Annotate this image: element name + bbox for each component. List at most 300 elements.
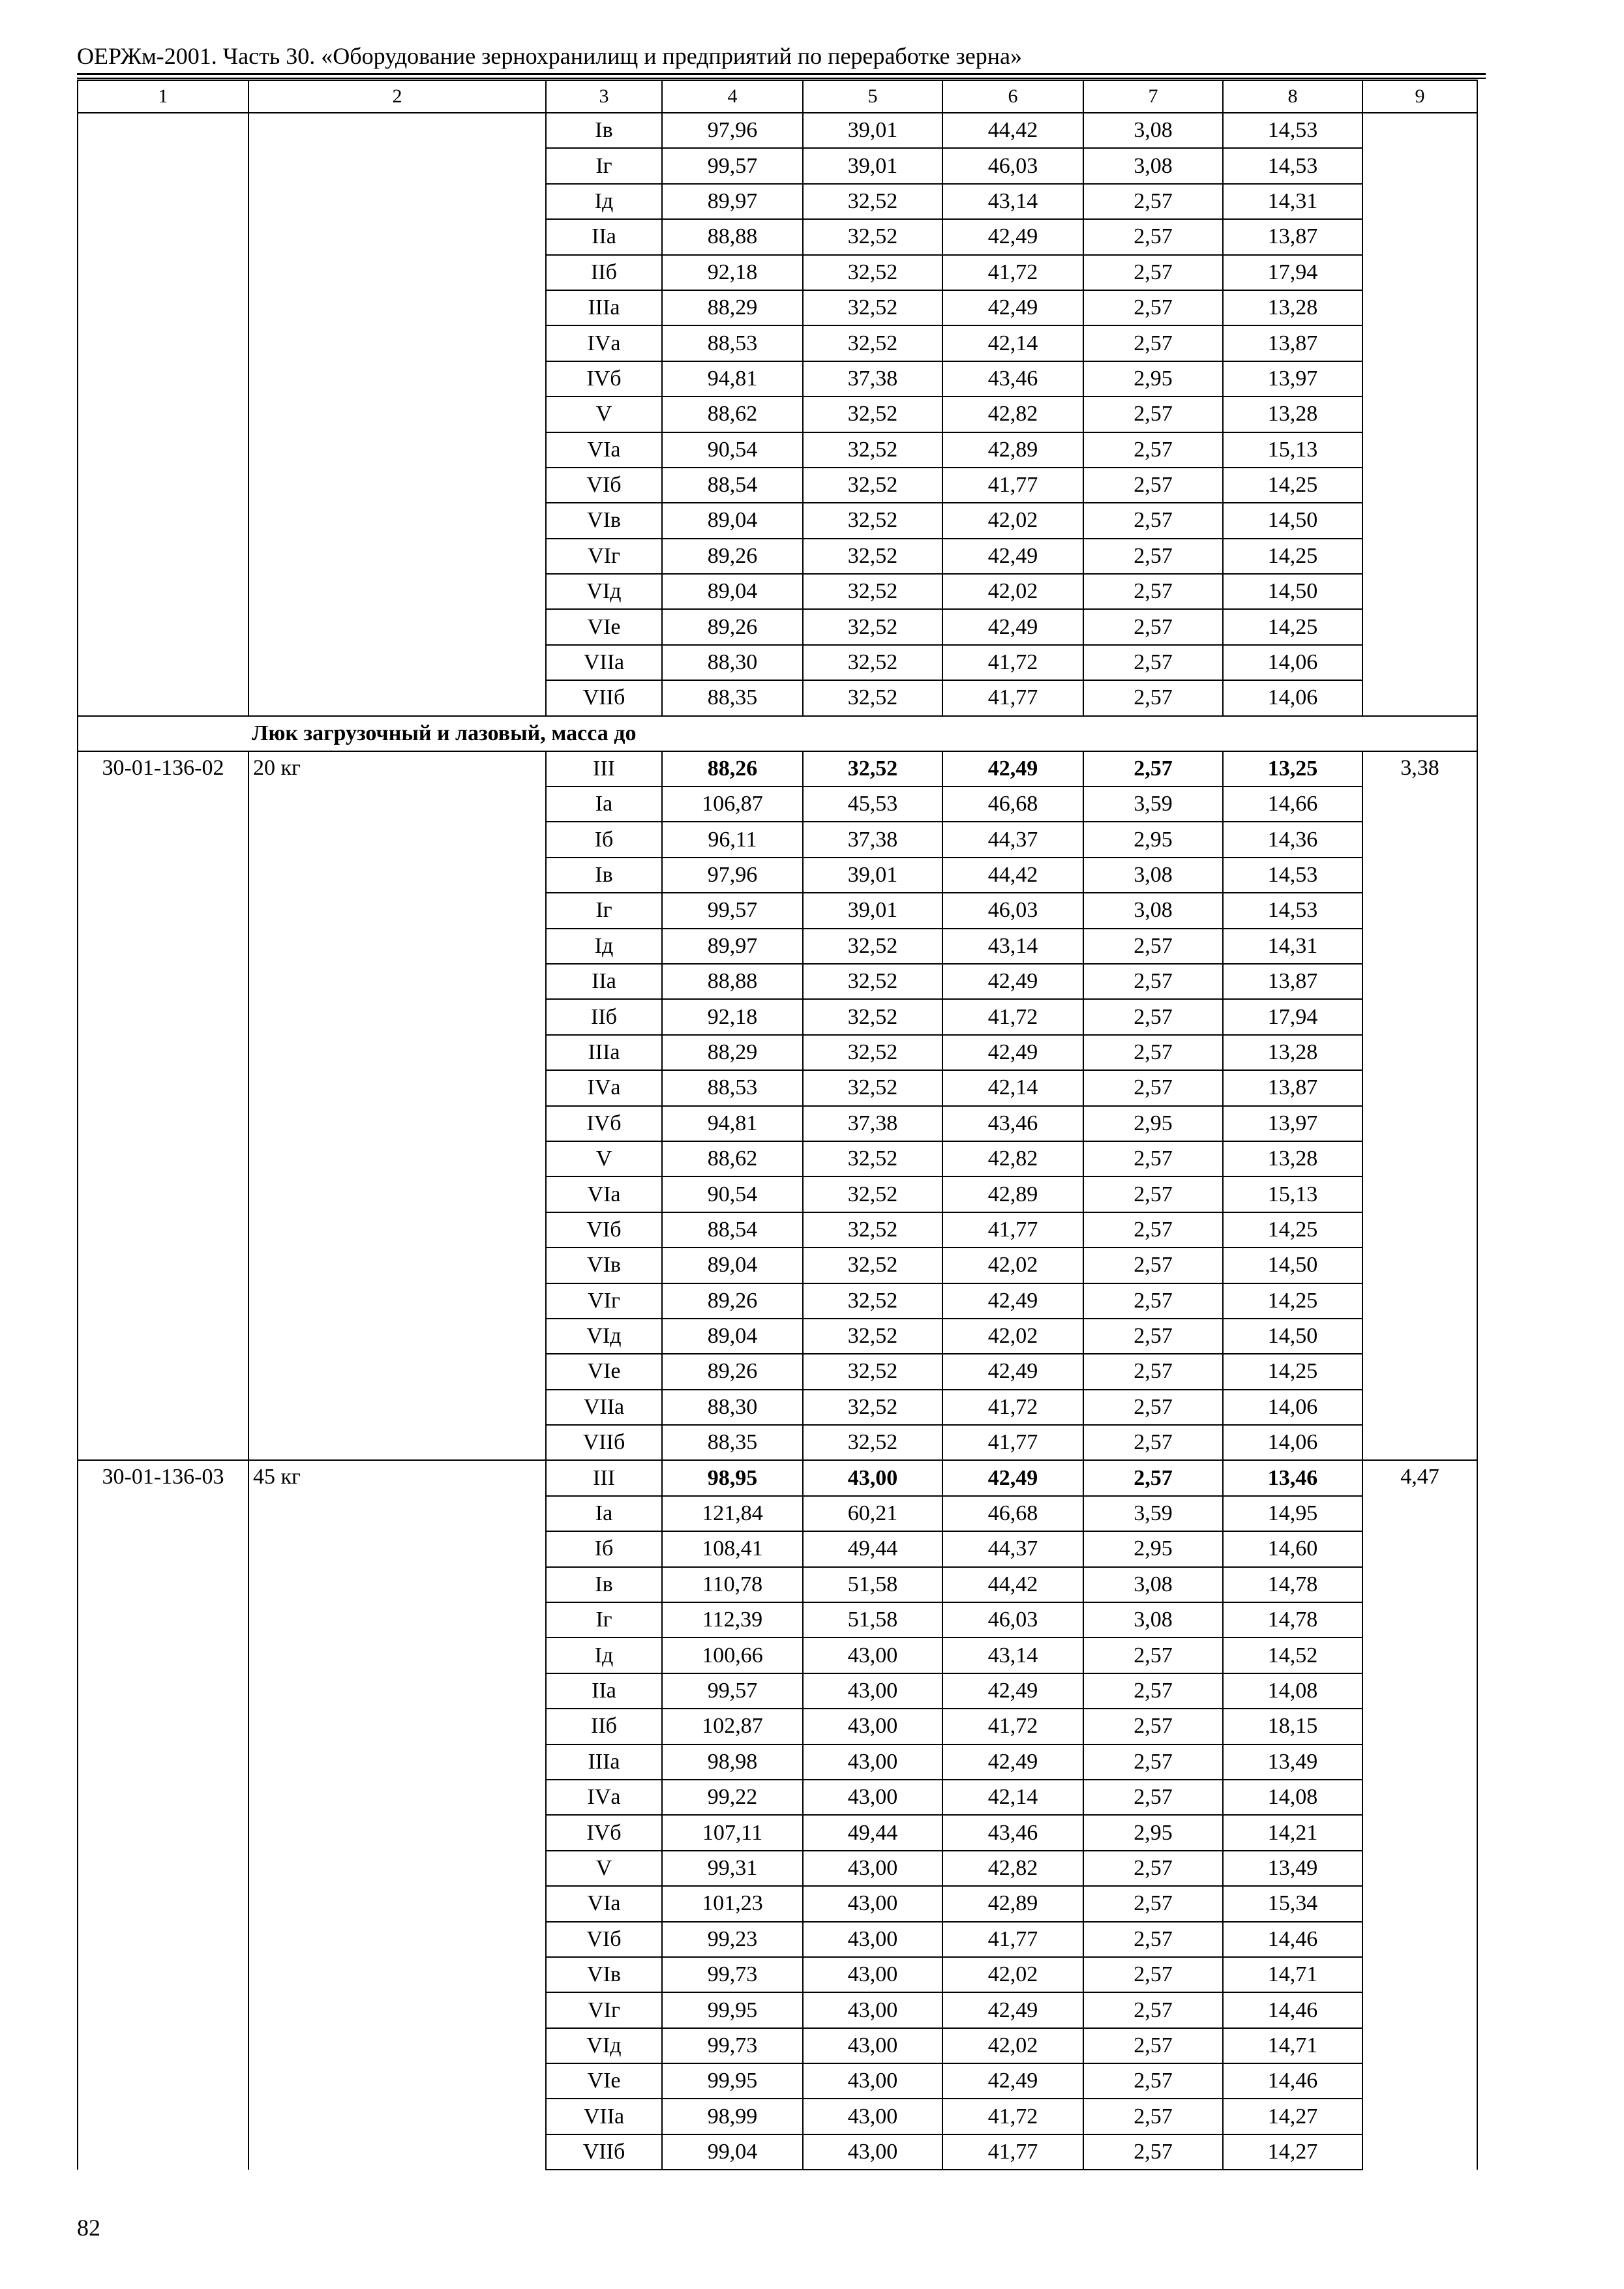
value-cell: 13,97 bbox=[1223, 1106, 1362, 1141]
value-cell: 41,72 bbox=[942, 2099, 1083, 2134]
value-cell: 99,04 bbox=[662, 2134, 803, 2170]
value-cell: 2,57 bbox=[1083, 539, 1223, 574]
value-cell: 39,01 bbox=[803, 148, 942, 183]
value-cell: 42,49 bbox=[942, 1673, 1083, 1709]
value-cell: 2,57 bbox=[1083, 1354, 1223, 1389]
value-cell: 41,72 bbox=[942, 999, 1083, 1034]
value-cell: 2,57 bbox=[1083, 1886, 1223, 1921]
value-cell: 43,00 bbox=[803, 1957, 942, 1992]
value-cell: 13,28 bbox=[1223, 1035, 1362, 1070]
value-cell: 13,46 bbox=[1223, 1460, 1362, 1495]
value-cell: 88,88 bbox=[662, 219, 803, 254]
resource-class-cell: VIIа bbox=[546, 1390, 662, 1425]
value-cell: 42,49 bbox=[942, 1460, 1083, 1495]
value-cell: 89,04 bbox=[662, 574, 803, 609]
value-cell: 41,72 bbox=[942, 1390, 1083, 1425]
value-cell: 2,57 bbox=[1083, 468, 1223, 503]
value-cell: 42,02 bbox=[942, 1957, 1083, 1992]
value-cell: 32,52 bbox=[803, 1212, 942, 1248]
code-cell: 30-01-136-03 bbox=[78, 1460, 248, 2170]
value-cell: 41,72 bbox=[942, 255, 1083, 290]
value-cell: 14,71 bbox=[1223, 2028, 1362, 2063]
value-cell: 2,57 bbox=[1083, 964, 1223, 999]
value-cell: 32,52 bbox=[803, 1070, 942, 1105]
value-cell: 14,31 bbox=[1223, 929, 1362, 964]
column-number-row bbox=[78, 80, 1477, 113]
value-cell: 43,00 bbox=[803, 2028, 942, 2063]
name-cell: 45 кг bbox=[248, 1460, 546, 2170]
value-cell: 89,04 bbox=[662, 1319, 803, 1354]
value-cell: 89,04 bbox=[662, 503, 803, 538]
resource-class-cell: IVб bbox=[546, 1815, 662, 1850]
value-cell: 37,38 bbox=[803, 361, 942, 396]
resource-class-cell: VIб bbox=[546, 1212, 662, 1248]
value-cell: 2,57 bbox=[1083, 325, 1223, 361]
value-cell: 94,81 bbox=[662, 361, 803, 396]
value-cell: 14,08 bbox=[1223, 1780, 1362, 1815]
value-cell: 110,78 bbox=[662, 1567, 803, 1602]
value-cell: 2,57 bbox=[1083, 645, 1223, 680]
value-cell: 13,87 bbox=[1223, 964, 1362, 999]
value-cell: 2,57 bbox=[1083, 2134, 1223, 2170]
value-cell: 14,25 bbox=[1223, 1354, 1362, 1389]
value-cell: 39,01 bbox=[803, 893, 942, 928]
value-cell: 32,52 bbox=[803, 645, 942, 680]
value-cell: 41,77 bbox=[942, 2134, 1083, 2170]
value-cell: 2,95 bbox=[1083, 1106, 1223, 1141]
value-cell: 41,72 bbox=[942, 645, 1083, 680]
resource-class-cell: VIа bbox=[546, 1176, 662, 1212]
table-body bbox=[78, 80, 1477, 2170]
value-cell: 43,00 bbox=[803, 1922, 942, 1957]
value-cell: 32,52 bbox=[803, 219, 942, 254]
value-cell: 42,49 bbox=[942, 290, 1083, 325]
value-cell: 32,52 bbox=[803, 964, 942, 999]
value-cell: 17,94 bbox=[1223, 255, 1362, 290]
value-cell: 107,11 bbox=[662, 1815, 803, 1850]
value-cell: 14,53 bbox=[1223, 893, 1362, 928]
value-cell: 43,14 bbox=[942, 184, 1083, 219]
value-cell: 32,52 bbox=[803, 503, 942, 538]
value-cell: 42,14 bbox=[942, 1070, 1083, 1105]
col9-cell: 4,47 bbox=[1362, 1460, 1477, 2170]
header-rule-secondary bbox=[77, 78, 1486, 79]
value-cell: 14,50 bbox=[1223, 503, 1362, 538]
value-cell: 14,53 bbox=[1223, 148, 1362, 183]
value-cell: 88,53 bbox=[662, 1070, 803, 1105]
value-cell: 89,26 bbox=[662, 1354, 803, 1389]
value-cell: 88,29 bbox=[662, 290, 803, 325]
value-cell: 14,25 bbox=[1223, 539, 1362, 574]
value-cell: 88,30 bbox=[662, 1390, 803, 1425]
value-cell: 2,57 bbox=[1083, 503, 1223, 538]
value-cell: 42,49 bbox=[942, 1035, 1083, 1070]
norms-table bbox=[77, 80, 1478, 2170]
value-cell: 41,77 bbox=[942, 1922, 1083, 1957]
resource-class-cell: VIа bbox=[546, 1886, 662, 1921]
value-cell: 2,57 bbox=[1083, 2028, 1223, 2063]
value-cell: 88,35 bbox=[662, 1425, 803, 1460]
value-cell: 13,49 bbox=[1223, 1744, 1362, 1780]
value-cell: 112,39 bbox=[662, 1602, 803, 1638]
value-cell: 99,57 bbox=[662, 893, 803, 928]
value-cell: 32,52 bbox=[803, 1176, 942, 1212]
resource-class-cell: VIд bbox=[546, 574, 662, 609]
resource-class-cell: Iг bbox=[546, 1602, 662, 1638]
value-cell: 32,52 bbox=[803, 1035, 942, 1070]
value-cell: 14,95 bbox=[1223, 1496, 1362, 1531]
value-cell: 42,49 bbox=[942, 1283, 1083, 1319]
value-cell: 2,57 bbox=[1083, 1992, 1223, 2027]
value-cell: 42,02 bbox=[942, 2028, 1083, 2063]
value-cell: 2,57 bbox=[1083, 2063, 1223, 2099]
resource-class-cell: Iб bbox=[546, 1531, 662, 1566]
value-cell: 88,54 bbox=[662, 1212, 803, 1248]
value-cell: 121,84 bbox=[662, 1496, 803, 1531]
value-cell: 14,78 bbox=[1223, 1602, 1362, 1638]
value-cell: 14,27 bbox=[1223, 2099, 1362, 2134]
value-cell: 88,62 bbox=[662, 396, 803, 432]
value-cell: 92,18 bbox=[662, 999, 803, 1034]
value-cell: 14,46 bbox=[1223, 1922, 1362, 1957]
resource-class-cell: VIг bbox=[546, 1283, 662, 1319]
value-cell: 32,52 bbox=[803, 539, 942, 574]
value-cell: 42,82 bbox=[942, 1851, 1083, 1886]
value-cell: 43,00 bbox=[803, 1886, 942, 1921]
resource-class-cell: VIIб bbox=[546, 680, 662, 715]
value-cell: 49,44 bbox=[803, 1531, 942, 1566]
value-cell: 32,52 bbox=[803, 609, 942, 644]
value-cell: 2,57 bbox=[1083, 1176, 1223, 1212]
value-cell: 41,77 bbox=[942, 1212, 1083, 1248]
value-cell: 2,57 bbox=[1083, 1744, 1223, 1780]
value-cell: 2,57 bbox=[1083, 1780, 1223, 1815]
resource-class-cell: VIв bbox=[546, 503, 662, 538]
value-cell: 42,02 bbox=[942, 1248, 1083, 1283]
value-cell: 2,57 bbox=[1083, 1212, 1223, 1248]
value-cell: 14,50 bbox=[1223, 1319, 1362, 1354]
value-cell: 32,52 bbox=[803, 468, 942, 503]
value-cell: 89,26 bbox=[662, 1283, 803, 1319]
value-cell: 42,82 bbox=[942, 1141, 1083, 1176]
section-title-row bbox=[78, 716, 1477, 751]
value-cell: 88,30 bbox=[662, 645, 803, 680]
value-cell: 14,25 bbox=[1223, 609, 1362, 644]
value-cell: 32,52 bbox=[803, 574, 942, 609]
resource-class-cell: VIв bbox=[546, 1957, 662, 1992]
value-cell: 2,57 bbox=[1083, 609, 1223, 644]
value-cell: 41,77 bbox=[942, 468, 1083, 503]
value-cell: 44,42 bbox=[942, 858, 1083, 893]
value-cell: 2,57 bbox=[1083, 999, 1223, 1034]
resource-class-cell: IIIа bbox=[546, 1035, 662, 1070]
value-cell: 3,08 bbox=[1083, 858, 1223, 893]
value-cell: 14,53 bbox=[1223, 113, 1362, 148]
resource-class-cell: VIIб bbox=[546, 2134, 662, 2170]
value-cell: 13,87 bbox=[1223, 325, 1362, 361]
value-cell: 42,89 bbox=[942, 1886, 1083, 1921]
value-cell: 108,41 bbox=[662, 1531, 803, 1566]
resource-class-cell: IIIа bbox=[546, 290, 662, 325]
value-cell: 14,78 bbox=[1223, 1567, 1362, 1602]
value-cell: 32,52 bbox=[803, 1319, 942, 1354]
value-cell: 13,97 bbox=[1223, 361, 1362, 396]
value-cell: 41,72 bbox=[942, 1709, 1083, 1744]
resource-class-cell: Iв bbox=[546, 858, 662, 893]
value-cell: 39,01 bbox=[803, 858, 942, 893]
value-cell: 32,52 bbox=[803, 325, 942, 361]
value-cell: 88,62 bbox=[662, 1141, 803, 1176]
value-cell: 32,52 bbox=[803, 680, 942, 715]
value-cell: 2,57 bbox=[1083, 1709, 1223, 1744]
value-cell: 106,87 bbox=[662, 786, 803, 822]
value-cell: 89,26 bbox=[662, 609, 803, 644]
value-cell: 14,60 bbox=[1223, 1531, 1362, 1566]
col9-cell: 3,38 bbox=[1362, 751, 1477, 1461]
resource-class-cell: Iа bbox=[546, 1496, 662, 1531]
value-cell: 89,97 bbox=[662, 929, 803, 964]
value-cell: 2,57 bbox=[1083, 1638, 1223, 1673]
value-cell: 42,49 bbox=[942, 609, 1083, 644]
value-cell: 99,95 bbox=[662, 1992, 803, 2027]
resource-class-cell: IIа bbox=[546, 1673, 662, 1709]
value-cell: 13,28 bbox=[1223, 396, 1362, 432]
resource-class-cell: III bbox=[546, 1460, 662, 1495]
value-cell: 2,57 bbox=[1083, 1035, 1223, 1070]
resource-class-cell: V bbox=[546, 396, 662, 432]
value-cell: 2,57 bbox=[1083, 1248, 1223, 1283]
resource-class-cell: III bbox=[546, 751, 662, 786]
resource-class-cell: IIб bbox=[546, 999, 662, 1034]
value-cell: 14,46 bbox=[1223, 2063, 1362, 2099]
value-cell: 42,49 bbox=[942, 219, 1083, 254]
value-cell: 100,66 bbox=[662, 1638, 803, 1673]
value-cell: 17,94 bbox=[1223, 999, 1362, 1034]
name-cell: 20 кг bbox=[248, 751, 546, 1461]
value-cell: 46,68 bbox=[942, 1496, 1083, 1531]
value-cell: 2,57 bbox=[1083, 1319, 1223, 1354]
value-cell: 101,23 bbox=[662, 1886, 803, 1921]
value-cell: 88,88 bbox=[662, 964, 803, 999]
value-cell: 99,73 bbox=[662, 1957, 803, 1992]
value-cell: 14,06 bbox=[1223, 1425, 1362, 1460]
value-cell: 32,52 bbox=[803, 1354, 942, 1389]
value-cell: 99,31 bbox=[662, 1851, 803, 1886]
value-cell: 42,89 bbox=[942, 432, 1083, 468]
value-cell: 96,11 bbox=[662, 822, 803, 857]
value-cell: 32,52 bbox=[803, 1425, 942, 1460]
value-cell: 2,57 bbox=[1083, 432, 1223, 468]
table-row bbox=[78, 113, 1477, 148]
value-cell: 15,34 bbox=[1223, 1886, 1362, 1921]
value-cell: 13,25 bbox=[1223, 751, 1362, 786]
value-cell: 2,57 bbox=[1083, 1425, 1223, 1460]
page-header: ОЕРЖм-2001. Часть 30. «Оборудование зернохранилищ и предприятий по переработке зерна» bbox=[77, 43, 1022, 69]
value-cell: 99,22 bbox=[662, 1780, 803, 1815]
value-cell: 14,25 bbox=[1223, 1212, 1362, 1248]
value-cell: 102,87 bbox=[662, 1709, 803, 1744]
value-cell: 2,95 bbox=[1083, 1531, 1223, 1566]
resource-class-cell: VIе bbox=[546, 609, 662, 644]
value-cell: 32,52 bbox=[803, 999, 942, 1034]
value-cell: 13,87 bbox=[1223, 1070, 1362, 1105]
value-cell: 14,50 bbox=[1223, 574, 1362, 609]
column-number: 8 bbox=[1223, 80, 1362, 113]
resource-class-cell: VIб bbox=[546, 1922, 662, 1957]
value-cell: 94,81 bbox=[662, 1106, 803, 1141]
resource-class-cell: Iв bbox=[546, 1567, 662, 1602]
value-cell: 42,49 bbox=[942, 964, 1083, 999]
resource-class-cell: IVа bbox=[546, 325, 662, 361]
resource-class-cell: IIб bbox=[546, 255, 662, 290]
resource-class-cell: V bbox=[546, 1851, 662, 1886]
value-cell: 42,49 bbox=[942, 1354, 1083, 1389]
code-cell: 30-01-136-02 bbox=[78, 751, 248, 1461]
value-cell: 88,53 bbox=[662, 325, 803, 361]
value-cell: 97,96 bbox=[662, 858, 803, 893]
value-cell: 13,28 bbox=[1223, 1141, 1362, 1176]
resource-class-cell: VIб bbox=[546, 468, 662, 503]
value-cell: 2,57 bbox=[1083, 2099, 1223, 2134]
value-cell: 32,52 bbox=[803, 432, 942, 468]
value-cell: 2,57 bbox=[1083, 929, 1223, 964]
resource-class-cell: VIг bbox=[546, 539, 662, 574]
value-cell: 99,57 bbox=[662, 1673, 803, 1709]
value-cell: 3,08 bbox=[1083, 113, 1223, 148]
resource-class-cell: VIе bbox=[546, 1354, 662, 1389]
value-cell: 42,49 bbox=[942, 539, 1083, 574]
value-cell: 2,57 bbox=[1083, 751, 1223, 786]
value-cell: 2,57 bbox=[1083, 1070, 1223, 1105]
value-cell: 32,52 bbox=[803, 1390, 942, 1425]
value-cell: 3,08 bbox=[1083, 148, 1223, 183]
value-cell: 42,02 bbox=[942, 574, 1083, 609]
value-cell: 32,52 bbox=[803, 1283, 942, 1319]
value-cell: 88,35 bbox=[662, 680, 803, 715]
resource-class-cell: IVб bbox=[546, 361, 662, 396]
value-cell: 37,38 bbox=[803, 1106, 942, 1141]
value-cell: 14,21 bbox=[1223, 1815, 1362, 1850]
value-cell: 99,95 bbox=[662, 2063, 803, 2099]
value-cell: 32,52 bbox=[803, 1248, 942, 1283]
resource-class-cell: VIг bbox=[546, 1992, 662, 2027]
value-cell: 42,89 bbox=[942, 1176, 1083, 1212]
value-cell: 51,58 bbox=[803, 1567, 942, 1602]
value-cell: 46,03 bbox=[942, 1602, 1083, 1638]
value-cell: 14,36 bbox=[1223, 822, 1362, 857]
value-cell: 42,49 bbox=[942, 1992, 1083, 2027]
resource-class-cell: V bbox=[546, 1141, 662, 1176]
column-number: 5 bbox=[803, 80, 942, 113]
value-cell: 13,49 bbox=[1223, 1851, 1362, 1886]
value-cell: 42,49 bbox=[942, 751, 1083, 786]
value-cell: 2,57 bbox=[1083, 574, 1223, 609]
value-cell: 88,54 bbox=[662, 468, 803, 503]
value-cell: 32,52 bbox=[803, 1141, 942, 1176]
value-cell: 2,95 bbox=[1083, 1815, 1223, 1850]
value-cell: 43,46 bbox=[942, 1815, 1083, 1850]
value-cell: 37,38 bbox=[803, 822, 942, 857]
table-row bbox=[78, 751, 1477, 786]
value-cell: 14,25 bbox=[1223, 1283, 1362, 1319]
value-cell: 42,14 bbox=[942, 1780, 1083, 1815]
resource-class-cell: IVа bbox=[546, 1780, 662, 1815]
value-cell: 2,57 bbox=[1083, 1390, 1223, 1425]
value-cell: 42,02 bbox=[942, 503, 1083, 538]
value-cell: 14,71 bbox=[1223, 1957, 1362, 1992]
resource-class-cell: VIIа bbox=[546, 2099, 662, 2134]
value-cell: 32,52 bbox=[803, 929, 942, 964]
value-cell: 2,57 bbox=[1083, 1851, 1223, 1886]
value-cell: 3,08 bbox=[1083, 893, 1223, 928]
column-number: 3 bbox=[546, 80, 662, 113]
value-cell: 43,00 bbox=[803, 1673, 942, 1709]
resource-class-cell: Iг bbox=[546, 893, 662, 928]
value-cell: 15,13 bbox=[1223, 432, 1362, 468]
value-cell: 2,57 bbox=[1083, 1141, 1223, 1176]
value-cell: 39,01 bbox=[803, 113, 942, 148]
value-cell: 43,00 bbox=[803, 1709, 942, 1744]
value-cell: 14,06 bbox=[1223, 645, 1362, 680]
value-cell: 99,73 bbox=[662, 2028, 803, 2063]
value-cell: 43,00 bbox=[803, 1638, 942, 1673]
value-cell: 46,03 bbox=[942, 893, 1083, 928]
value-cell: 60,21 bbox=[803, 1496, 942, 1531]
value-cell: 14,52 bbox=[1223, 1638, 1362, 1673]
value-cell: 43,00 bbox=[803, 2099, 942, 2134]
name-cell bbox=[248, 113, 546, 716]
value-cell: 3,08 bbox=[1083, 1567, 1223, 1602]
value-cell: 14,66 bbox=[1223, 786, 1362, 822]
value-cell: 43,00 bbox=[803, 1460, 942, 1495]
column-number: 2 bbox=[248, 80, 546, 113]
value-cell: 42,02 bbox=[942, 1319, 1083, 1354]
resource-class-cell: VIе bbox=[546, 2063, 662, 2099]
value-cell: 99,57 bbox=[662, 148, 803, 183]
value-cell: 14,27 bbox=[1223, 2134, 1362, 2170]
value-cell: 32,52 bbox=[803, 396, 942, 432]
value-cell: 2,57 bbox=[1083, 1922, 1223, 1957]
value-cell: 46,68 bbox=[942, 786, 1083, 822]
resource-class-cell: Iв bbox=[546, 113, 662, 148]
value-cell: 41,77 bbox=[942, 680, 1083, 715]
value-cell: 2,57 bbox=[1083, 219, 1223, 254]
value-cell: 43,14 bbox=[942, 929, 1083, 964]
value-cell: 43,46 bbox=[942, 1106, 1083, 1141]
code-cell bbox=[78, 113, 248, 716]
value-cell: 44,42 bbox=[942, 113, 1083, 148]
value-cell: 2,95 bbox=[1083, 361, 1223, 396]
value-cell: 18,15 bbox=[1223, 1709, 1362, 1744]
value-cell: 42,82 bbox=[942, 396, 1083, 432]
value-cell: 14,46 bbox=[1223, 1992, 1362, 2027]
value-cell: 49,44 bbox=[803, 1815, 942, 1850]
value-cell: 90,54 bbox=[662, 432, 803, 468]
value-cell: 14,53 bbox=[1223, 858, 1362, 893]
value-cell: 89,26 bbox=[662, 539, 803, 574]
value-cell: 44,37 bbox=[942, 1531, 1083, 1566]
value-cell: 41,77 bbox=[942, 1425, 1083, 1460]
value-cell: 44,37 bbox=[942, 822, 1083, 857]
resource-class-cell: IIIа bbox=[546, 1744, 662, 1780]
resource-class-cell: Iб bbox=[546, 822, 662, 857]
resource-class-cell: IIб bbox=[546, 1709, 662, 1744]
value-cell: 43,46 bbox=[942, 361, 1083, 396]
value-cell: 2,95 bbox=[1083, 822, 1223, 857]
value-cell: 32,52 bbox=[803, 290, 942, 325]
resource-class-cell: IIа bbox=[546, 964, 662, 999]
value-cell: 3,08 bbox=[1083, 1602, 1223, 1638]
